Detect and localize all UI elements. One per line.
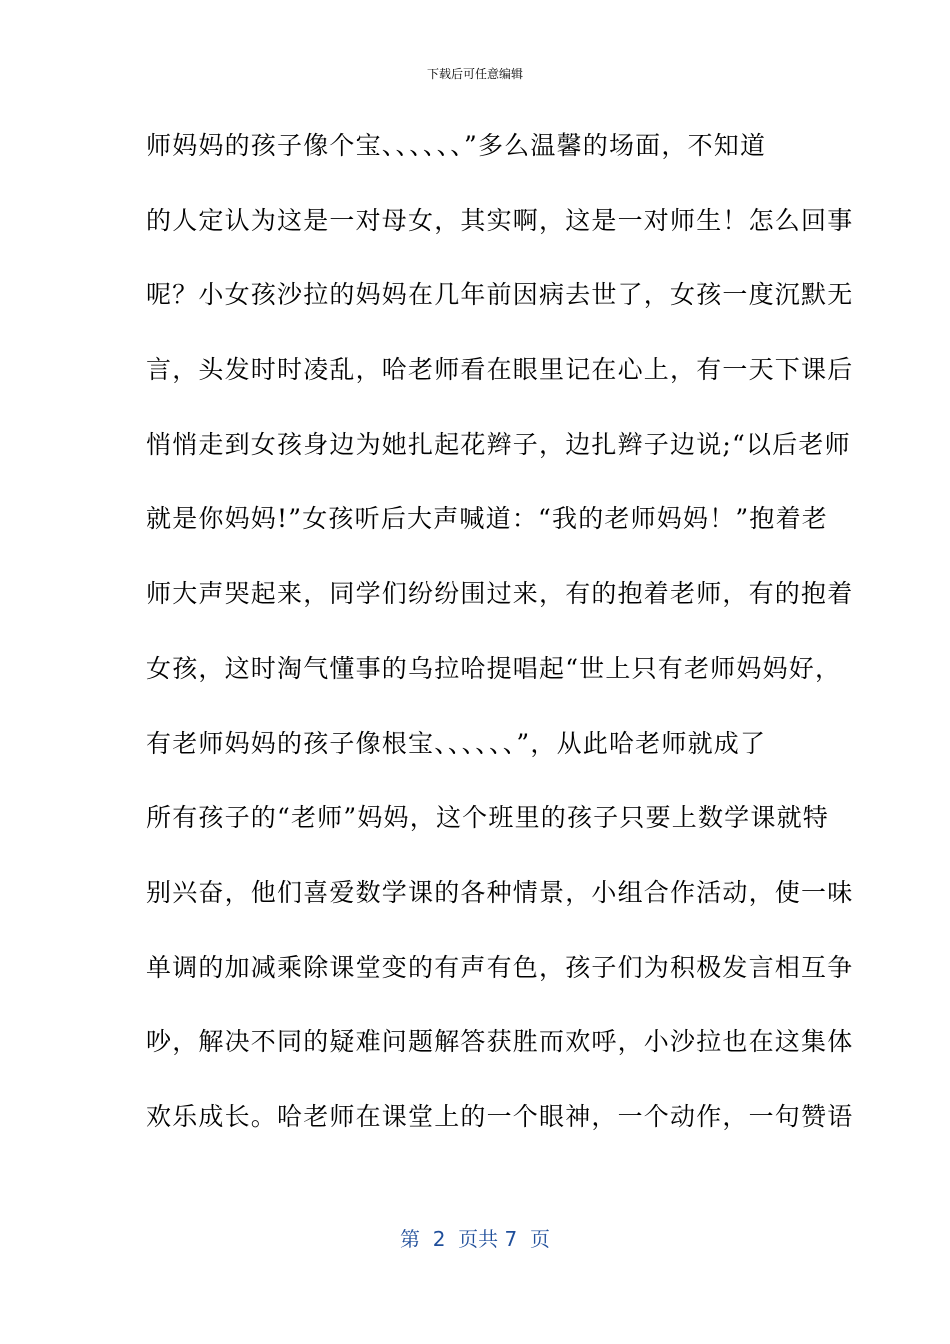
body-line: 的人定认为这是一对母女，其实啊，这是一对师生！怎么回事 <box>146 205 854 235</box>
body-line: 呢？小女孩沙拉的妈妈在几年前因病去世了，女孩一度沉默无 <box>146 280 854 310</box>
body-line: 别兴奋，他们喜爱数学课的各种情景，小组合作活动，使一味 <box>146 877 854 907</box>
body-line: 言，头发时时凌乱，哈老师看在眼里记在心上，有一天下课后 <box>146 355 854 385</box>
page-header <box>0 66 950 82</box>
footer-page-number: 2 <box>432 1227 446 1251</box>
document-body <box>146 122 854 1168</box>
body-line: 吵，解决不同的疑难问题解答获胜而欢呼，小沙拉也在这集体 <box>146 1027 854 1057</box>
body-line: 悄悄走到女孩身边为她扎起花辫子，边扎辫子边说;“以后老师 <box>146 429 851 459</box>
body-line: 欢乐成长。哈老师在课堂上的一个眼神，一个动作，一句赞语 <box>146 1101 854 1131</box>
body-line: 所有孩子的“老师”妈妈，这个班里的孩子只要上数学课就特 <box>146 803 829 833</box>
body-line: 单调的加减乘除课堂变的有声有色，孩子们为积极发言相互争 <box>146 952 854 982</box>
body-line: 女孩，这时淘气懂事的乌拉哈提唱起“世上只有老师妈妈好， <box>146 653 842 683</box>
body-line: 有老师妈妈的孩子像根宝、、、、、、”，从此哈老师就成了 <box>146 728 767 758</box>
footer-middle: 页共 <box>458 1227 499 1251</box>
body-line: 师妈妈的孩子像个宝、、、、、、”多么温馨的场面，不知道 <box>146 131 767 160</box>
body-line: 就是你妈妈!”女孩听后大声喊道：“我的老师妈妈！”抱着老 <box>146 504 828 534</box>
body-line: 师大声哭起来，同学们纷纷围过来，有的抱着老师，有的抱着 <box>146 579 854 609</box>
footer-total-pages: 7 <box>504 1227 518 1251</box>
footer-prefix: 第 <box>400 1227 420 1251</box>
page-footer <box>0 1226 950 1252</box>
header-text: 下载后可任意编辑 <box>426 67 523 81</box>
footer-suffix: 页 <box>529 1227 550 1251</box>
